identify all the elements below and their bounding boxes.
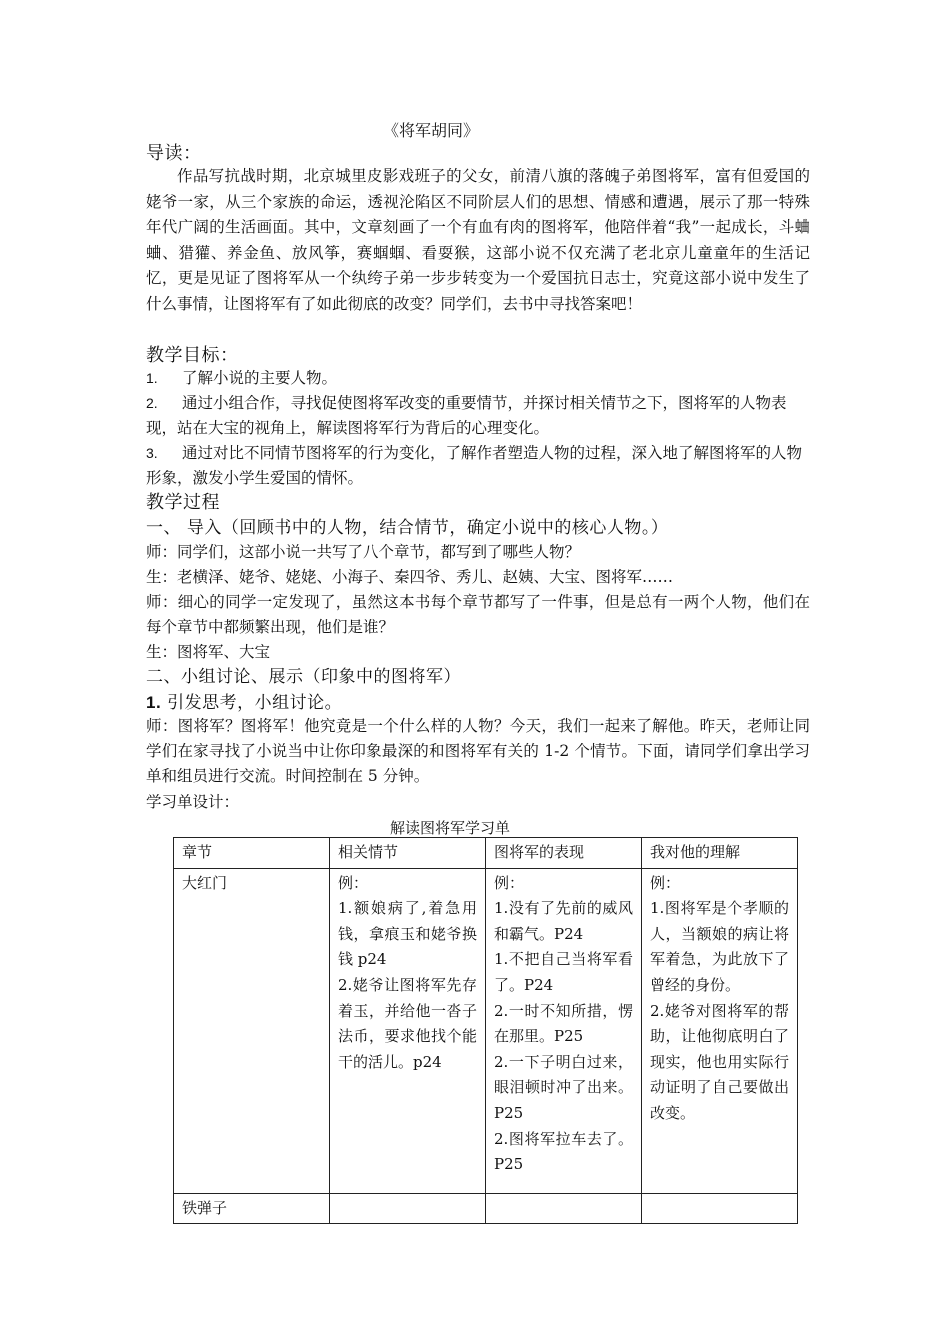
goal-number: 1.	[146, 370, 158, 386]
intro-paragraph: 作品写抗战时期，北京城里皮影戏班子的父女，前清八旗的落魄子弟图将军，富有但爱国的姥爷一家，从三个家族的命运，透视沦陷区不同阶层人们的思想、情感和遭遇，展示了那一特殊年代广阔的生活画面。其中，文章刻画了一个有血有肉的图将军，他陪伴着“我”一起成长，斗蛐蛐、猎獾、养金鱼、放风筝，赛蝈蝈、看耍猴，这部小说不仅充满了老北京儿童童年的生活记忆，更是见证了图将军从一个纨绔子弟一步步转变为一个爱国抗日志士，究竟这部小说中发生了什么事情，让图将军有了如此彻底的改变？同学们，去书中寻找答案吧！	[146, 167, 810, 313]
process-heading: 教学过程	[146, 492, 220, 513]
header-plot: 相关情节	[330, 838, 486, 869]
cell-line: 2.一时不知所措，愣在那里。P25	[494, 1001, 633, 1046]
cell-understanding	[642, 1193, 798, 1224]
cell-line: 1.没有了先前的威风和霸气。P24	[494, 899, 633, 943]
header-chapter: 章节	[174, 838, 330, 869]
cell-understanding	[642, 868, 798, 1193]
cell-plot	[330, 1193, 486, 1224]
cell-chapter: 铁弹子	[174, 1193, 330, 1224]
cell-line: 1.图将军是个孝顺的人，当额娘的病让将军着急，为此放下了曾经的身份。	[650, 899, 789, 994]
goal-item	[146, 366, 810, 391]
cell-line: 2.图将军拉车去了。P25	[494, 1129, 633, 1174]
goal-text: 了解小说的主要人物。	[182, 369, 338, 387]
goal-number: 3.	[146, 445, 158, 461]
worksheet-caption: 解读图将军学习单	[390, 819, 511, 837]
process-step-1: 一、 导入（回顾书中的人物，结合情节，确定小说中的核心人物。）	[146, 518, 669, 538]
cell-line: 例：	[650, 873, 681, 892]
substep-number: 1.	[146, 693, 162, 712]
goal-text: 通过小组合作，寻找促使图将军改变的重要情节，并探讨相关情节之下，图将军的人物表现，站在大宝的视角上，解读图将军行为背后的心理变化。	[146, 394, 787, 437]
intro-heading: 导读：	[146, 143, 202, 164]
cell-line: 2.姥爷让图将军先存着玉，并给他一沓子法币，要求他找个能干的活儿。p24	[338, 975, 477, 1071]
cell-line: 1.额娘病了,着急用钱，拿痕玉和姥爷换钱 p24	[338, 899, 477, 969]
header-behavior: 图将军的表现	[486, 838, 642, 869]
cell-line: 1.不把自己当将军看了。P24	[494, 950, 633, 994]
process-substep-1	[146, 688, 342, 713]
cell-line: 例：	[338, 873, 369, 892]
worksheet-table	[173, 837, 798, 1224]
table-row	[174, 868, 798, 1193]
header-understanding: 我对他的理解	[642, 838, 798, 869]
goal-text: 通过对比不同情节图将军的行为变化，了解作者塑造人物的过程，深入地了解图将军的人物形象，激发小学生爱国的情怀。	[146, 444, 803, 487]
dialog-line: 师：细心的同学一定发现了，虽然这本书每个章节都写了一件事，但是总有一两个人物，他们在每个章节中都频繁出现，他们是谁？	[146, 593, 810, 636]
dialog-line: 生：图将军、大宝	[146, 643, 271, 661]
goal-item	[146, 391, 810, 441]
dialog-paragraph: 师：图将军？图将军！他究竟是一个什么样的人物？今天，我们一起来了解他。昨天，老师让同学们在家寻找了小说当中让你印象最深的和图将军有关的 1-2 个情节。下面，请同学们拿出学习单和组员进行交流。时间控制在 5 分钟。	[146, 717, 810, 785]
cell-behavior	[486, 868, 642, 1193]
table-row	[174, 1193, 798, 1224]
cell-line: 2.姥爷对图将军的帮助，让他彻底明白了现实，他也用实际行动证明了自己要做出改变。	[650, 1001, 789, 1122]
goals-heading: 教学目标：	[146, 345, 239, 366]
substep-text: 引发思考，小组讨论。	[167, 693, 343, 713]
document-title: 《将军胡同》	[383, 121, 480, 140]
cell-behavior	[486, 1193, 642, 1224]
sheet-label: 学习单设计：	[146, 793, 240, 811]
goal-item	[146, 441, 810, 491]
cell-line: 2.一下子明白过来，眼泪顿时冲了出来。P25	[494, 1052, 633, 1122]
cell-chapter: 大红门	[174, 868, 330, 1193]
process-step-2: 二、小组讨论、展示（印象中的图将军）	[146, 667, 461, 687]
cell-line: 例：	[494, 873, 525, 892]
dialog-line: 师：同学们，这部小说一共写了八个章节，都写到了哪些人物？	[146, 543, 581, 561]
cell-plot	[330, 868, 486, 1193]
goal-number: 2.	[146, 395, 158, 411]
dialog-line: 生：老横泽、姥爷、姥姥、小海子、秦四爷、秀儿、赵姨、大宝、图将军……	[146, 568, 674, 586]
table-header-row	[174, 838, 798, 869]
